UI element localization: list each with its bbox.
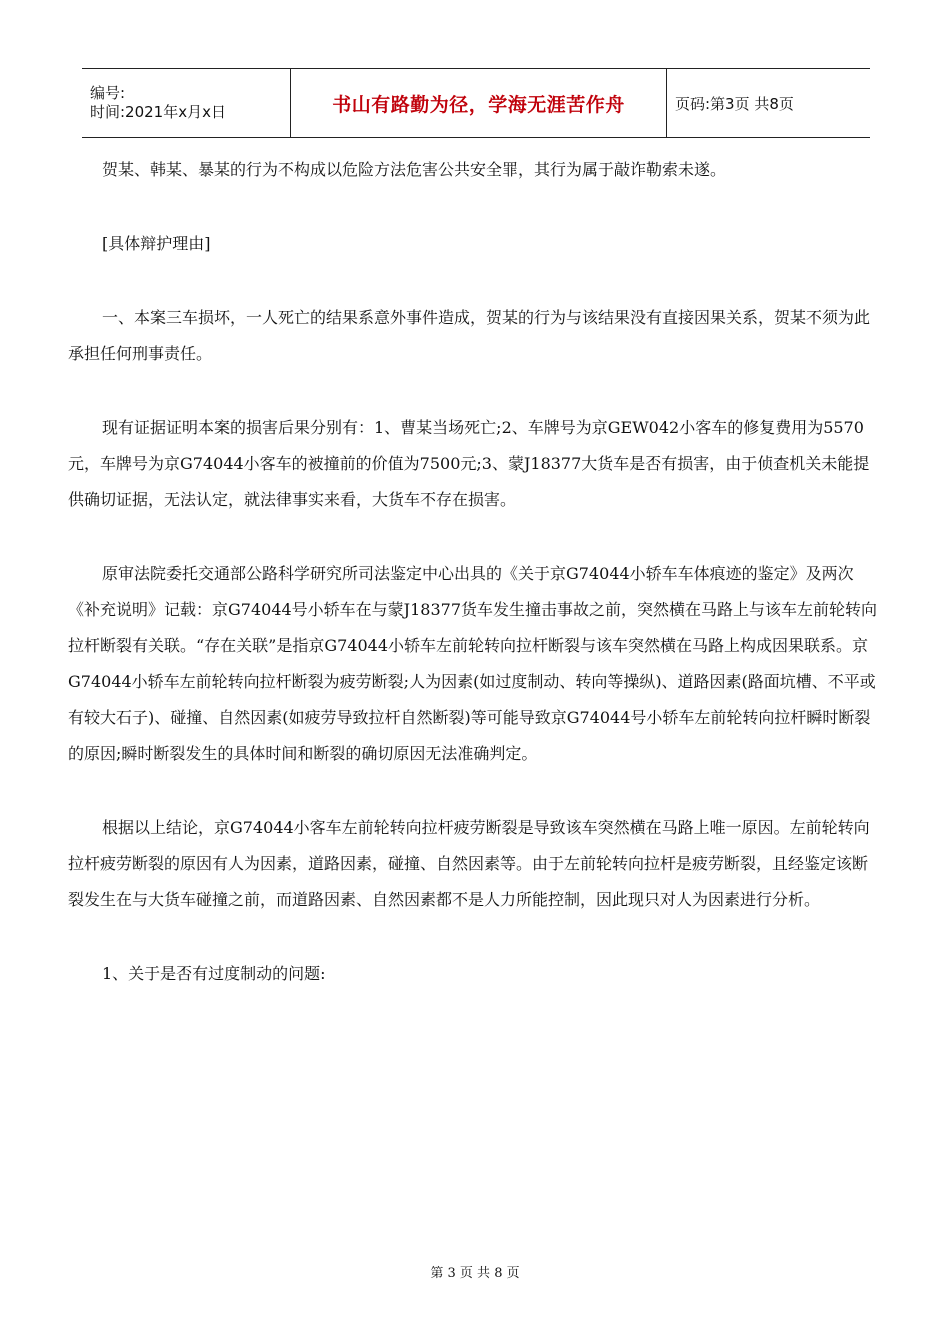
paragraph-point-one: 一、本案三车损坏，一人死亡的结果系意外事件造成，贺某的行为与该结果没有直接因果关系，贺某不须为此承担任何刑事责任。 xyxy=(68,308,871,363)
doc-time-label: 时间:2021年x月x日 xyxy=(90,103,226,121)
paragraph-subheading-braking: 1、关于是否有过度制动的问题: xyxy=(102,964,326,983)
header-motto: 书山有路勤为径，学海无涯苦作舟 xyxy=(291,69,667,137)
paragraph-analysis: 根据以上结论，京G74044小客车左前轮转向拉杆疲劳断裂是导致该车突然横在马路上唯一原因。左前轮转向拉杆疲劳断裂的原因有人为因素，道路因素，碰撞、自然因素等。由于左前轮转向拉杆是疲劳断裂，且经鉴定该断裂发生在与大货车碰撞之前，而道路因素、自然因素都不是人力所能控制，因此现只对人为因素进行分析。 xyxy=(68,818,870,909)
paragraph-appraisal: 原审法院委托交通部公路科学研究所司法鉴定中心出具的《关于京G74044小轿车车体痕迹的鉴定》及两次《补充说明》记载：京G74044号小轿车在与蒙J18377货车发生撞击事故之前，突然横在马路上与该车左前轮转向拉杆断裂有关联。“存在关联”是指京G74044小轿车左前轮转向拉杆断裂与该车突然横在马路上构成因果联系。京G74044小轿车左前轮转向拉杆断裂为疲劳断裂;人为因素(如过度制动、转向等操纵)、道路因素(路面坑槽、不平或有较大石子)、碰撞、自然因素(如疲劳导致拉杆自然断裂)等可能导致京G74044号小轿车左前轮转向拉杆瞬时断裂的原因;瞬时断裂发生的具体时间和断裂的确切原因无法准确判定。 xyxy=(68,564,877,763)
paragraph-conclusion: 贺某、韩某、暴某的行为不构成以危险方法危害公共安全罪，其行为属于敲诈勒索未遂。 xyxy=(102,160,727,179)
page-footer: 第 3 页 共 8 页 xyxy=(430,1266,520,1281)
header-page-label: 页码:第3页 共8页 xyxy=(675,94,794,113)
paragraph-damage-evidence: 现有证据证明本案的损害后果分别有：1、曹某当场死亡;2、车牌号为京GEW042小客车的修复费用为5570元，车牌号为京G74044小客车的被撞前的价值为7500元;3、蒙J18377大货车是否有损害，由于侦查机关未能提供确切证据，无法认定，就法律事实来看，大货车不存在损害。 xyxy=(68,418,870,509)
header-meta xyxy=(82,69,291,137)
paragraph-section-heading: [具体辩护理由] xyxy=(102,234,211,253)
document-body xyxy=(68,152,880,992)
doc-number-label: 编号: xyxy=(90,84,126,102)
page-header xyxy=(82,68,870,138)
